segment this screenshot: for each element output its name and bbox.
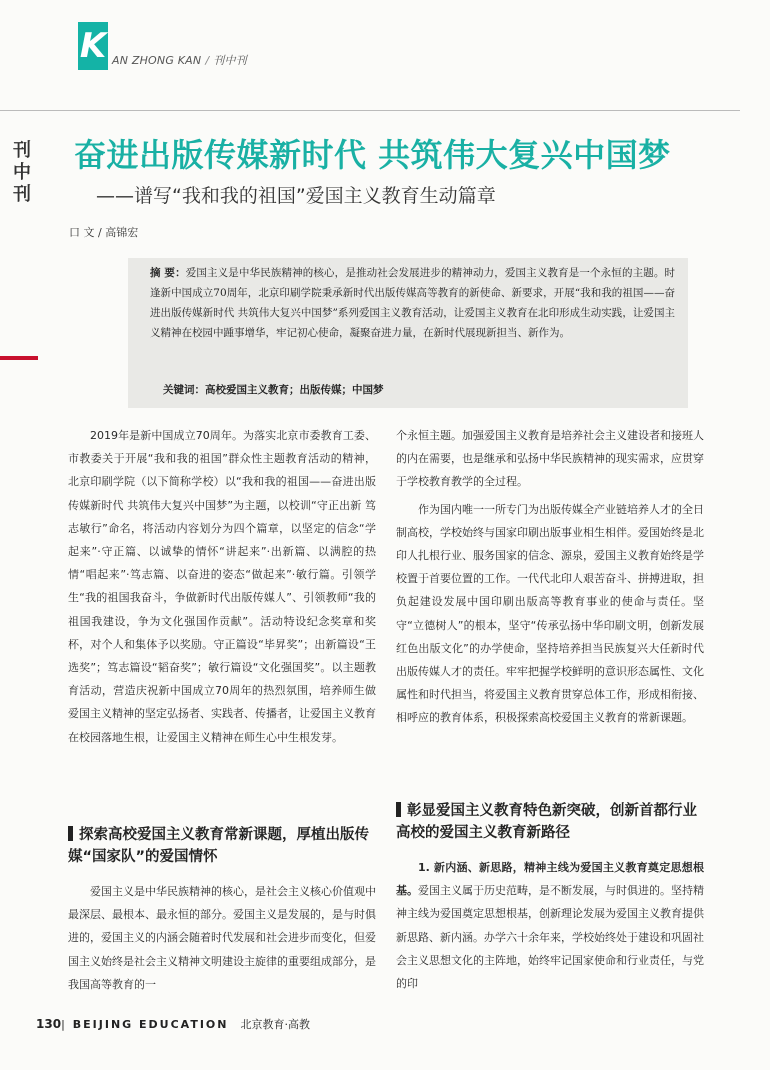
- footer-separator: |: [61, 1018, 65, 1031]
- paragraph: 个永恒主题。加强爱国主义教育是培养社会主义建设者和接班人的内在需要，也是继承和弘扬中华民族精神的现实需求，应贯穿于学校教育教学的全过程。: [396, 429, 704, 489]
- header-rule: [0, 110, 740, 111]
- keywords: 关键词：高校爱国主义教育；出版传媒；中国梦: [163, 384, 384, 396]
- subsection-lead: 1. 新内涵、新思路，精神主线为爱国主义教育奠定思想根基。: [396, 861, 704, 898]
- abstract-label: 摘 要：: [150, 267, 186, 279]
- page-footer: [36, 1016, 310, 1032]
- side-label-char: 刊: [13, 184, 31, 205]
- heading-bar: [396, 802, 401, 817]
- page-number: 130: [36, 1017, 62, 1031]
- paragraph: 爱国主义是中华民族精神的核心，是社会主义核心价值观中最深层、最根本、最永恒的部分。爱国主义是发展的，是与时俱进的，爱国主义的内涵会随着时代发展和社会进步而变化，但爱国主义始终是社会主义精神文明建设主旋律的重要组成部分，是我国高等教育的一: [68, 885, 376, 991]
- heading-text: 探索高校爱国主义教育常新课题，厚植出版传媒“国家队”的爱国情怀: [68, 827, 369, 865]
- right-column-top: [396, 424, 704, 730]
- article-title: 奋进出版传媒新时代 共筑伟大复兴中国梦: [74, 136, 671, 174]
- heading-bar: [68, 826, 73, 841]
- left-column-top: [68, 424, 376, 749]
- section-heading-left: [68, 824, 376, 868]
- column-header: [112, 52, 247, 68]
- article-subtitle: ——谱写“我和我的祖国”爱国主义教育生动篇章: [96, 185, 496, 207]
- column-brand: AN ZHONG KAN: [112, 54, 202, 67]
- side-column-label: [10, 140, 34, 206]
- side-red-marker: [0, 356, 38, 360]
- side-label-char: 中: [13, 162, 31, 183]
- subsection-body: 爱国主义属于历史范畴，是不断发展，与时俱进的。坚持精神主线为爱国奠定思想根基，创新理论发展为爱国主义教育提供新思路、新内涵。办学六十余年来，学校始终处于建设和巩固社会主义思想文化的主阵地，始终牢记国家使命和行业责任，与党的印: [396, 884, 704, 991]
- header-separator: /: [205, 54, 210, 67]
- magazine-name: BEIJING EDUCATION: [72, 1018, 229, 1031]
- section-heading-right: [396, 800, 704, 844]
- column-section: 刊中刊: [213, 54, 247, 67]
- magazine-name-cn: 北京教育·高教: [240, 1018, 310, 1031]
- heading-text: 彰显爱国主义教育特色新突破，创新首都行业高校的爱国主义教育新路径: [396, 803, 697, 841]
- abstract-text: [150, 263, 675, 343]
- paragraph: 2019年是新中国成立70周年。为落实北京市委教育工委、市教委关于开展“我和我的祖国”群众性主题教育活动的精神，北京印刷学院（以下简称学校）以“我和我的祖国——奋进出版传媒新时代 共筑伟大复兴中国梦”为主题，以校训“守正出新 笃志敏行”命名，将活动内容划分为四个篇章，以坚定的信念“学起来”·守正篇、以诚挚的情怀“讲起来”·出新篇、以满腔的热情“唱起来”·笃志篇、以奋进的姿态“做起来”·敏行篇。引领学生“我的祖国我奋斗，争做新时代出版传媒人”、引领教师“我的祖国我建设，争为文化强国作贡献”。活动特设纪念奖章和奖杯，对个人和集体予以奖励。守正篇设“毕昇奖”；出新篇设“王选奖”；笃志篇设“韬奋奖”；敏行篇设“文化强国奖”。以主题教育活动，营造庆祝新中国成立70周年的热烈氛围，培养师生做爱国主义精神的坚定弘扬者、实践者、传播者，让爱国主义教育在校园落地生根，让爱国主义精神在师生心中生根发芽。: [68, 429, 376, 744]
- right-column-bottom: [396, 856, 704, 995]
- paragraph: 作为国内唯一一所专门为出版传媒全产业链培养人才的全日制高校，学校始终与国家印刷出版事业相生相伴。爱国始终是北印人扎根行业、服务国家的信念、源泉，爱国主义教育始终是学校置于首要位置的工作。一代代北印人艰苦奋斗、拼搏进取，担负起建设发展中国印刷出版高等教育事业的使命与责任。坚守“立德树人”的根本，坚守“传承弘扬中华印刷文明，创新发展红色出版文化”的办学使命，坚持培养担当民族复兴大任新时代出版传媒人才的责任。牢牢把握学校鲜明的意识形态属性、文化属性和时代担当，将爱国主义教育贯穿总体工作，形成相衔接、相呼应的教育体系，积极探索高校爱国主义教育的常新课题。: [396, 502, 704, 725]
- left-column-bottom: [68, 880, 376, 996]
- author-line: 口 文 / 高锦宏: [69, 226, 139, 239]
- abstract-body: 爱国主义是中华民族精神的核心，是推动社会发展进步的精神动力，爱国主义教育是一个永恒的主题。时逢新中国成立70周年，北京印刷学院秉承新时代出版传媒高等教育的新使命、新要求，开展“我和我的祖国——奋进出版传媒新时代 共筑伟大复兴中国梦”系列爱国主义教育活动，让爱国主义教育在北印形成生动实践，让爱国主义精神在校园中踵事增华，牢记初心使命，凝聚奋进力量，在新时代展现新担当、新作为。: [150, 267, 676, 339]
- magazine-logo-letter: K: [78, 22, 108, 70]
- paragraph: [396, 856, 704, 995]
- side-label-char: 刊: [13, 140, 31, 161]
